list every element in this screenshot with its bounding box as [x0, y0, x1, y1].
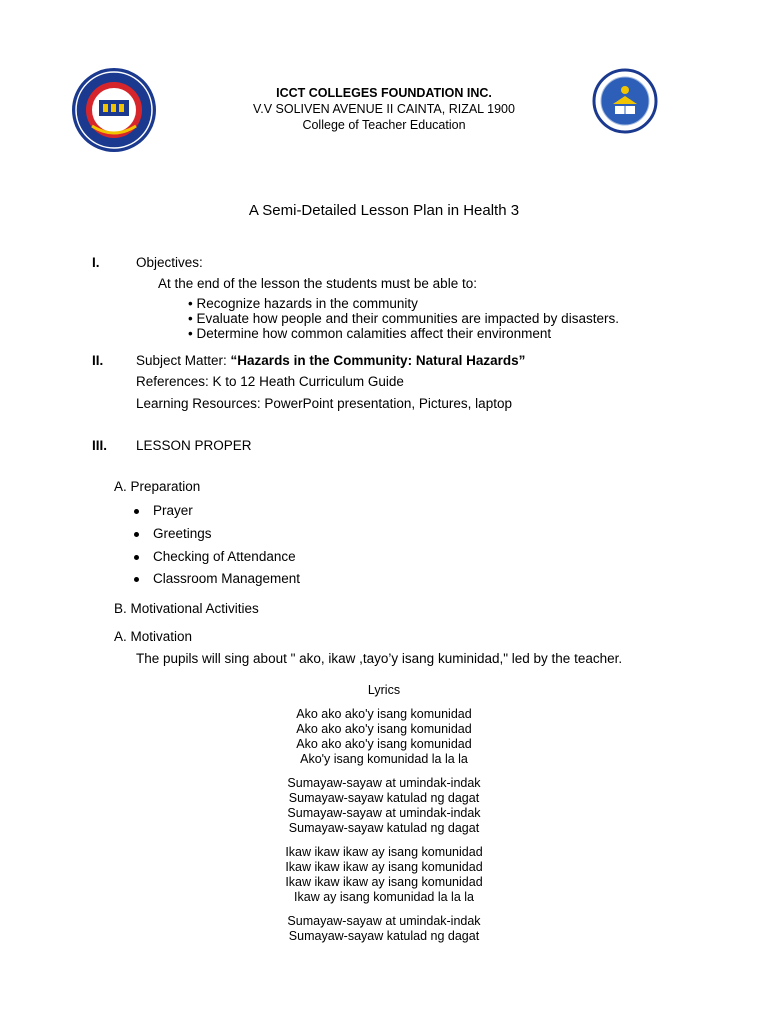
lyrics-line: Ikaw ikaw ikaw ay isang komunidad [285, 845, 483, 859]
bullet-icon [134, 509, 139, 514]
lyrics-line: Ako ako ako'y isang komunidad [296, 722, 472, 736]
lyrics-line: Sumayaw-sayaw katulad ng dagat [288, 821, 480, 835]
section-number-2: II. [92, 353, 104, 368]
lyrics-line: Ako ako ako'y isang komunidad [296, 707, 472, 721]
prep-item-attendance: Checking of Attendance [153, 549, 296, 564]
preparation-heading: A. Preparation [114, 479, 201, 494]
lyrics-line: Sumayaw-sayaw katulad ng dagat [288, 791, 480, 805]
objectives-intro: At the end of the lesson the students must be able to: [158, 276, 477, 291]
lyrics-line: Ikaw ay isang komunidad la la la [294, 890, 474, 904]
prep-item-greetings: Greetings [153, 526, 212, 541]
lyrics-heading: Lyrics [367, 683, 401, 697]
lyrics-line: Ako ako ako'y isang komunidad [296, 737, 472, 751]
school-name: ICCT COLLEGES FOUNDATION INC. [276, 86, 492, 100]
lyrics-line: Ako'y isang komunidad la la la [300, 752, 468, 766]
lyrics-line: Sumayaw-sayaw at umindak-indak [287, 776, 481, 790]
subject-label: Subject Matter: [136, 353, 231, 368]
references: References: K to 12 Heath Curriculum Guide [136, 374, 404, 389]
bullet-icon [134, 532, 139, 537]
subject-matter [136, 353, 525, 368]
lyrics-line: Ikaw ikaw ikaw ay isang komunidad [285, 875, 483, 889]
objective-item-3: • Determine how common calamities affect their environment [188, 326, 552, 341]
objectives-label: Objectives: [136, 255, 203, 270]
subject-value: “Hazards in the Community: Natural Hazards” [230, 353, 526, 368]
lyrics-line: Sumayaw-sayaw at umindak-indak [287, 914, 481, 928]
lyrics-line: Sumayaw-sayaw katulad ng dagat [288, 929, 480, 943]
motivation-text: The pupils will sing about " ako, ikaw ,tayo’y isang kuminidad," led by the teacher. [136, 651, 623, 666]
bullet-icon [134, 555, 139, 560]
lyrics-line: Ikaw ikaw ikaw ay isang komunidad [285, 860, 483, 874]
bullet-icon [134, 577, 139, 582]
motivational-activities-heading: B. Motivational Activities [114, 601, 259, 616]
lyrics-line: Sumayaw-sayaw at umindak-indak [287, 806, 481, 820]
motivation-heading: A. Motivation [114, 629, 193, 644]
prep-item-prayer: Prayer [153, 503, 193, 518]
section-number-3: III. [92, 438, 108, 453]
prep-item-classroom-management: Classroom Management [153, 571, 301, 586]
learning-resources: Learning Resources: PowerPoint presentation, Pictures, laptop [136, 396, 512, 411]
college-name: College of Teacher Education [302, 118, 466, 132]
page-title: A Semi-Detailed Lesson Plan in Health 3 [248, 202, 520, 219]
school-address: V.V SOLIVEN AVENUE II CAINTA, RIZAL 1900 [253, 102, 515, 116]
section-number-1: I. [92, 255, 100, 270]
objective-item-2: • Evaluate how people and their communities are impacted by disasters. [188, 311, 619, 326]
objective-item-1: • Recognize hazards in the community [188, 296, 418, 311]
lesson-proper-label: LESSON PROPER [136, 438, 252, 453]
